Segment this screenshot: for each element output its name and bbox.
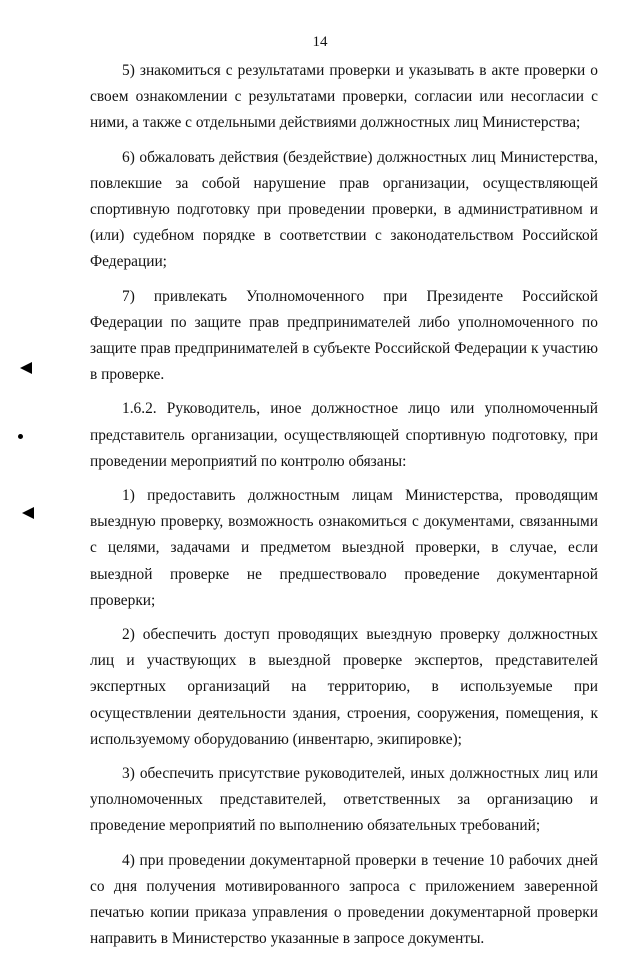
paragraph-item-5-right: 5) знакомиться с результатами проверки и указывать в акте проверки о своем ознакомлении с результатами проверки, согласии или несогласии с ними, а также с отдельными действиями должностных лиц Министерства;: [90, 62, 598, 132]
document-body: [90, 58, 598, 961]
margin-arrow-mark: [20, 362, 32, 374]
paragraph-item-6-right: 6) обжаловать действия (бездействие) должностных лиц Министерства, повлекшие за собой нарушение прав организации, осуществляющей спортивную подготовку при проведении проверки, в административном и (или) судебном порядке в соответствии с законодательством Российской Федерации;: [90, 148, 598, 271]
paragraph-duty-4: 4) при проведении документарной проверки в течение 10 рабочих дней со дня получения мотивированного запроса с приложением заверенной печатью копии приказа управления о проведении документарной проверки направить в Министерство указанные в запросе документы.: [90, 851, 598, 948]
paragraph-section-1-6-2: 1.6.2. Руководитель, иное должностное лицо или уполномоченный представитель организации, осуществляющей спортивную подготовку, при проведении мероприятий по контролю обязаны:: [90, 400, 598, 470]
margin-arrow-mark: [22, 507, 34, 519]
paragraph-duty-2: 2) обеспечить доступ проводящих выездную проверку должностных лиц и участвующих в выездной проверке экспертов, представителей экспертных организаций на территорию, в используемые при осуществлении деятельности здания, строения, сооружения, помещения, к используемому оборудованию (инвентарю, экипировке);: [90, 626, 598, 748]
paragraph-item-7-right: 7) привлекать Уполномоченного при Президенте Российской Федерации по защите прав предпринимателей либо уполномоченного по защите прав предпринимателей в субъекте Российской Федерации к участию в проверке.: [90, 287, 598, 384]
margin-dot-mark: [18, 434, 23, 439]
paragraph-duty-1: 1) предоставить должностным лицам Министерства, проводящим выездную проверку, возможность ознакомиться с документами, связанными с целями, задачами и предметом выездной проверки, в случае, если выездной проверке не предшествовало проведение документарной проверки;: [90, 487, 598, 609]
paragraph-duty-3: 3) обеспечить присутствие руководителей, иных должностных лиц или уполномоченных представителей, ответственных за организацию и проведение мероприятий по выполнению обязательных требований;: [90, 765, 598, 835]
page-number: 14: [312, 34, 328, 50]
